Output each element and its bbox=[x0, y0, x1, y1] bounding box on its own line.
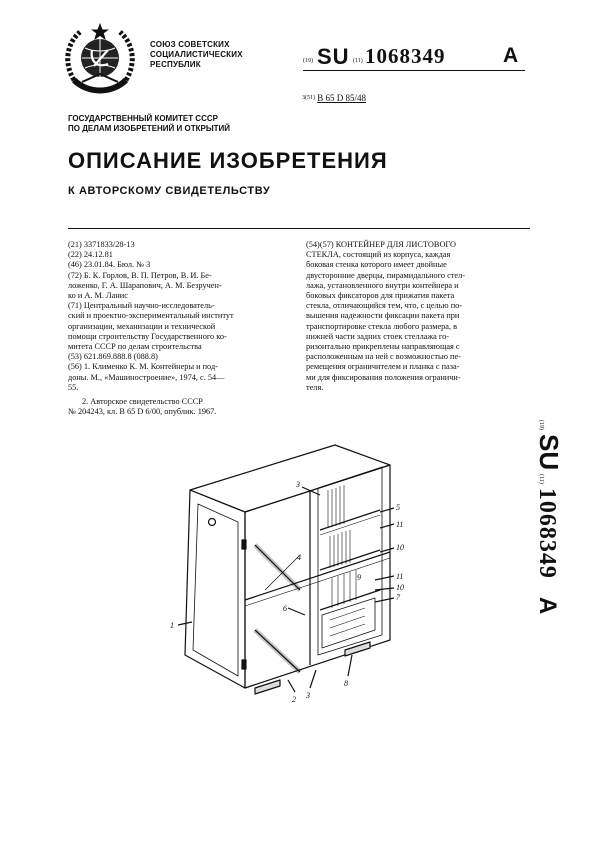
biblio-line: (21) 3371833/28-13 bbox=[68, 240, 135, 249]
figure-label: 6 bbox=[283, 604, 287, 613]
biblio-line: (71) Центральный научно-исследователь- bbox=[68, 301, 215, 311]
container-drawing bbox=[170, 440, 470, 710]
country-name bbox=[150, 40, 270, 70]
code-11: (11) bbox=[353, 58, 363, 64]
vertical-patent-number bbox=[500, 420, 580, 655]
abstract-line: ризонтально прикреплены направляющая с bbox=[306, 342, 460, 352]
figure-label: 1 bbox=[170, 621, 174, 630]
biblio-line: (56) 1. Клименко К. М. Контейнеры и под- bbox=[68, 362, 218, 372]
patent-number-underline bbox=[303, 70, 525, 71]
country-code: SU bbox=[317, 44, 350, 69]
biblio-line: организации, механизации и технической bbox=[68, 321, 216, 331]
abstract-line: транспортировке стекла любого размера, в bbox=[306, 321, 458, 331]
figure-label: 7 bbox=[396, 593, 400, 602]
abstract-line: боковых фиксаторов для прижатия пакета bbox=[306, 291, 455, 301]
container-drawing-svg bbox=[170, 440, 470, 710]
abstract-line: боковая стенка которого имеет двойные bbox=[306, 260, 447, 270]
abstract-line: СТЕКЛА, состоящий из корпуса, каждая bbox=[306, 250, 451, 260]
code-19: (19) bbox=[303, 58, 313, 64]
abstract-line: расположенным на ней с возможностью пе- bbox=[306, 352, 461, 362]
country-line: СОЦИАЛИСТИЧЕСКИХ bbox=[150, 50, 243, 59]
patent-number: 1068349 bbox=[365, 44, 446, 68]
abstract-line: ми для фиксирования положения ограничи- bbox=[306, 372, 461, 382]
vertical-country-code: SU bbox=[534, 434, 564, 471]
document-subtitle: К АВТОРСКОМУ СВИДЕТЕЛЬСТВУ bbox=[68, 185, 271, 197]
figure-label: 8 bbox=[344, 679, 348, 688]
abstract-line: вышения надежности фиксации пакета при bbox=[306, 311, 460, 321]
country-line: СОЮЗ СОВЕТСКИХ bbox=[150, 40, 230, 49]
biblio-line: (46) 23.01.84. Бюл. № 3 bbox=[68, 260, 151, 270]
figure-label: 11 bbox=[396, 520, 404, 529]
ipc-classification bbox=[302, 93, 366, 103]
country-line: РЕСПУБЛИК bbox=[150, 60, 201, 69]
figure-label: 3 bbox=[296, 480, 300, 489]
biblio-line: (72) Б. К. Горлов, В. П. Петров, В. И. Бе- bbox=[68, 270, 212, 280]
committee-line: ПО ДЕЛАМ ИЗОБРЕТЕНИЙ И ОТКРЫТИЙ bbox=[68, 124, 231, 133]
committee-name bbox=[68, 114, 230, 134]
figure-label: 10 bbox=[396, 583, 404, 592]
figure-label: 10 bbox=[396, 543, 404, 552]
vertical-kind-code: A bbox=[534, 596, 561, 615]
state-emblem bbox=[60, 20, 140, 100]
figure-label: 3 bbox=[306, 691, 310, 700]
abstract-line: ремещения ограничителем и планка с паза- bbox=[306, 362, 460, 372]
abstract-line: (54)(57) КОНТЕЙНЕР ДЛЯ ЛИСТОВОГО bbox=[306, 240, 457, 249]
biblio-line: ложенко, Г. А. Шарапович, А. М. Безручен- bbox=[68, 280, 222, 290]
committee-line: ГОСУДАРСТВЕННЫЙ КОМИТЕТ СССР bbox=[68, 114, 218, 123]
biblio-line: № 204243, кл. B 65 D 6/00, опублик. 1967. bbox=[68, 407, 217, 417]
biblio-line: помощи строительству Государственного ко- bbox=[68, 331, 227, 341]
biblio-line: (53) 621.869.888.8 (088.8) bbox=[68, 352, 158, 362]
abstract-line: двусторонние дверцы, пирамидального стел- bbox=[306, 270, 466, 280]
vertical-patent-number-value: 1068349 bbox=[534, 487, 560, 579]
vertical-code-11: (11) bbox=[538, 474, 544, 484]
biblio-line: (22) 24.12.81 bbox=[68, 250, 113, 260]
biblio-line: ский и проектно-экспериментальный институт bbox=[68, 311, 234, 321]
biblio-line: доны. М., «Машиностроение», 1974, с. 54— bbox=[68, 372, 225, 382]
ipc-prefix: 3(51) bbox=[302, 95, 315, 101]
ipc-code: B 65 D 85/48 bbox=[317, 93, 367, 103]
figure-label: 2 bbox=[292, 695, 296, 704]
header-divider bbox=[68, 228, 530, 229]
biblio-line: 55. bbox=[68, 382, 79, 392]
abstract-line: стекла, отличающийся тем, что, с целью по- bbox=[306, 301, 463, 311]
figure-label: 5 bbox=[396, 503, 400, 512]
vertical-code-19: (19) bbox=[538, 420, 544, 430]
figure-label: 11 bbox=[396, 572, 404, 581]
abstract-claim bbox=[306, 240, 528, 393]
state-emblem-icon bbox=[60, 20, 140, 100]
abstract-line: нижней части задних стоек стеллажа го- bbox=[306, 331, 449, 341]
biblio-line: митета СССР по делам строительства bbox=[68, 342, 202, 352]
figure-label: 9 bbox=[357, 573, 361, 582]
biblio-line: 2. Авторское свидетельство СССР bbox=[82, 397, 203, 407]
figure-label: 4 bbox=[297, 553, 301, 562]
abstract-line: теля. bbox=[306, 382, 324, 392]
biblio-line: ко и А. М. Ланис bbox=[68, 291, 128, 301]
kind-code: A bbox=[503, 44, 519, 67]
document-title: ОПИСАНИЕ ИЗОБРЕТЕНИЯ bbox=[68, 148, 388, 173]
abstract-line: лажа, установленного внутри контейнера и bbox=[306, 280, 459, 290]
bibliographic-data bbox=[68, 240, 286, 417]
